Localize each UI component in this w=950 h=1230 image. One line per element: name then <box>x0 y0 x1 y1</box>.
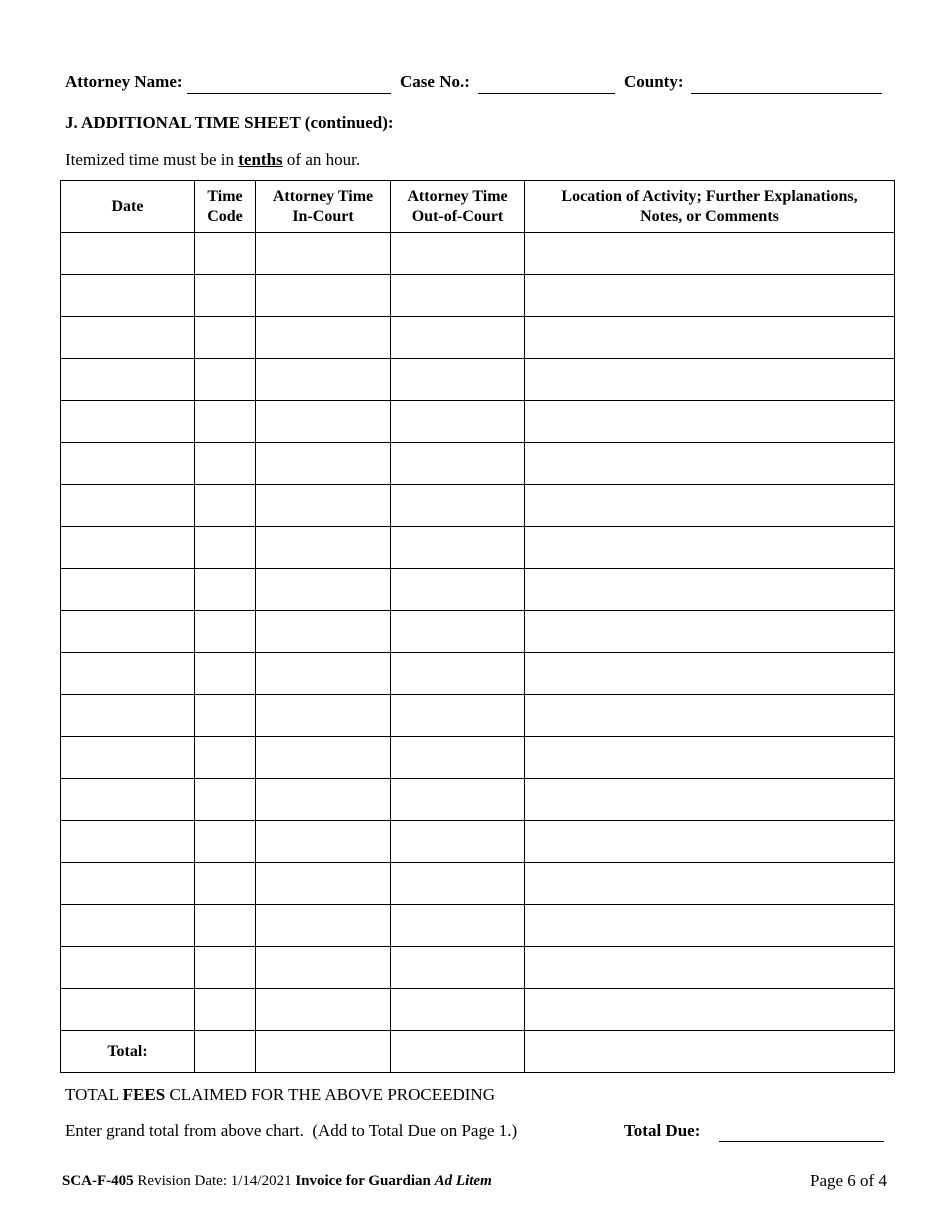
table-row <box>61 233 895 275</box>
in-court-cell[interactable] <box>256 905 391 947</box>
column-header-date <box>61 181 195 233</box>
in-court-cell[interactable] <box>256 611 391 653</box>
total-due-label: Total Due: <box>624 1121 701 1140</box>
column-header-line1: Date <box>111 197 144 215</box>
date-cell[interactable] <box>61 821 195 863</box>
footer-page-number: Page 6 of 4 <box>810 1171 887 1190</box>
in-court-cell[interactable] <box>256 527 391 569</box>
in-court-cell[interactable] <box>256 359 391 401</box>
time-sheet-table <box>60 180 895 1073</box>
date-cell[interactable] <box>61 485 195 527</box>
column-header-line1: Location of Activity; Further Explanations, <box>561 187 858 205</box>
out-of-court-cell[interactable] <box>391 737 525 779</box>
total-time-code-cell[interactable] <box>195 1031 256 1073</box>
time-code-cell[interactable] <box>195 443 256 485</box>
time-code-cell[interactable] <box>195 569 256 611</box>
date-cell[interactable] <box>61 737 195 779</box>
time-code-cell[interactable] <box>195 233 256 275</box>
out-of-court-cell[interactable] <box>391 569 525 611</box>
time-code-cell[interactable] <box>195 905 256 947</box>
time-code-cell[interactable] <box>195 989 256 1031</box>
notes-cell[interactable] <box>525 443 895 485</box>
table-header-row <box>61 181 895 233</box>
out-of-court-cell[interactable] <box>391 527 525 569</box>
total-out-of-court-cell[interactable] <box>391 1031 525 1073</box>
county-field[interactable] <box>691 93 882 94</box>
out-of-court-cell[interactable] <box>391 611 525 653</box>
time-code-cell[interactable] <box>195 653 256 695</box>
time-code-cell[interactable] <box>195 779 256 821</box>
attorney-name-field[interactable] <box>187 93 391 94</box>
attorney-name-label: Attorney Name: <box>65 72 183 91</box>
notes-cell[interactable] <box>525 359 895 401</box>
table-row <box>61 779 895 821</box>
instruction-text <box>65 150 360 170</box>
in-court-cell[interactable] <box>256 401 391 443</box>
time-code-cell[interactable] <box>195 737 256 779</box>
instruction-suffix: of an hour. <box>286 150 361 169</box>
county-label: County: <box>624 72 684 91</box>
total-in-court-cell[interactable] <box>256 1031 391 1073</box>
in-court-cell[interactable] <box>256 443 391 485</box>
in-court-cell[interactable] <box>256 821 391 863</box>
in-court-cell[interactable] <box>256 989 391 1031</box>
time-code-cell[interactable] <box>195 401 256 443</box>
notes-cell[interactable] <box>525 611 895 653</box>
column-header-line2: Code <box>207 207 243 225</box>
table-row <box>61 737 895 779</box>
table-row <box>61 359 895 401</box>
in-court-cell[interactable] <box>256 275 391 317</box>
in-court-cell[interactable] <box>256 863 391 905</box>
table-row <box>61 989 895 1031</box>
table-row <box>61 317 895 359</box>
time-code-cell[interactable] <box>195 359 256 401</box>
column-header-line1: Time <box>207 187 243 205</box>
time-code-cell[interactable] <box>195 821 256 863</box>
date-cell[interactable] <box>61 947 195 989</box>
section-title: J. ADDITIONAL TIME SHEET (continued): <box>65 113 394 132</box>
column-header-in-court <box>256 181 391 233</box>
out-of-court-cell[interactable] <box>391 905 525 947</box>
instruction-emphasis: tenths <box>238 150 283 169</box>
table-row <box>61 401 895 443</box>
table-row <box>61 947 895 989</box>
in-court-cell[interactable] <box>256 317 391 359</box>
fees-prefix: TOTAL <box>65 1085 119 1104</box>
date-cell[interactable] <box>61 275 195 317</box>
notes-cell[interactable] <box>525 401 895 443</box>
notes-cell[interactable] <box>525 863 895 905</box>
out-of-court-cell[interactable] <box>391 233 525 275</box>
date-cell[interactable] <box>61 653 195 695</box>
date-cell[interactable] <box>61 527 195 569</box>
column-header-location-notes <box>525 181 895 233</box>
out-of-court-cell[interactable] <box>391 863 525 905</box>
table-row <box>61 905 895 947</box>
total-row <box>61 1031 895 1073</box>
in-court-cell[interactable] <box>256 695 391 737</box>
time-code-cell[interactable] <box>195 611 256 653</box>
notes-cell[interactable] <box>525 779 895 821</box>
table-row <box>61 611 895 653</box>
out-of-court-cell[interactable] <box>391 947 525 989</box>
footer-title-italic: Ad Litem <box>434 1173 492 1189</box>
date-cell[interactable] <box>61 569 195 611</box>
column-header-line1: Attorney Time <box>407 187 508 205</box>
case-no-field[interactable] <box>478 93 615 94</box>
total-label: Total: <box>61 1031 195 1073</box>
column-header-line2: In-Court <box>292 207 354 225</box>
fees-claimed-text <box>65 1085 495 1105</box>
date-cell[interactable] <box>61 779 195 821</box>
out-of-court-cell[interactable] <box>391 401 525 443</box>
out-of-court-cell[interactable] <box>391 317 525 359</box>
table-row <box>61 527 895 569</box>
notes-cell[interactable] <box>525 737 895 779</box>
date-cell[interactable] <box>61 401 195 443</box>
table-row <box>61 443 895 485</box>
in-court-cell[interactable] <box>256 947 391 989</box>
notes-cell[interactable] <box>525 485 895 527</box>
notes-cell[interactable] <box>525 989 895 1031</box>
column-header-line1: Attorney Time <box>272 187 374 205</box>
out-of-court-cell[interactable] <box>391 359 525 401</box>
time-code-cell[interactable] <box>195 695 256 737</box>
table-row <box>61 275 895 317</box>
date-cell[interactable] <box>61 905 195 947</box>
notes-cell[interactable] <box>525 695 895 737</box>
notes-cell[interactable] <box>525 275 895 317</box>
time-code-cell[interactable] <box>195 317 256 359</box>
total-notes-cell[interactable] <box>525 1031 895 1073</box>
header-row <box>0 70 950 100</box>
fees-bold: FEES <box>122 1085 166 1104</box>
table-row <box>61 569 895 611</box>
case-no-label: Case No.: <box>400 72 470 91</box>
in-court-cell[interactable] <box>256 233 391 275</box>
date-cell[interactable] <box>61 611 195 653</box>
column-header-line2: Out-of-Court <box>411 207 504 225</box>
notes-cell[interactable] <box>525 947 895 989</box>
date-cell[interactable] <box>61 359 195 401</box>
footer-title: Invoice for Guardian <box>295 1173 431 1189</box>
grand-total-instruction: Enter grand total from above chart. (Add to Total Due on Page 1.) <box>65 1121 518 1140</box>
in-court-cell[interactable] <box>256 737 391 779</box>
date-cell[interactable] <box>61 989 195 1031</box>
notes-cell[interactable] <box>525 527 895 569</box>
out-of-court-cell[interactable] <box>391 275 525 317</box>
date-cell[interactable] <box>61 695 195 737</box>
notes-cell[interactable] <box>525 653 895 695</box>
time-code-cell[interactable] <box>195 275 256 317</box>
date-cell[interactable] <box>61 863 195 905</box>
notes-cell[interactable] <box>525 233 895 275</box>
table-row <box>61 695 895 737</box>
notes-cell[interactable] <box>525 905 895 947</box>
fees-suffix: CLAIMED FOR THE ABOVE PROCEEDING <box>169 1085 495 1104</box>
date-cell[interactable] <box>61 443 195 485</box>
out-of-court-cell[interactable] <box>391 485 525 527</box>
column-header-out-of-court <box>391 181 525 233</box>
time-code-cell[interactable] <box>195 947 256 989</box>
date-cell[interactable] <box>61 317 195 359</box>
notes-cell[interactable] <box>525 317 895 359</box>
table-row <box>61 653 895 695</box>
table-row <box>61 485 895 527</box>
out-of-court-cell[interactable] <box>391 443 525 485</box>
column-header-time-code <box>195 181 256 233</box>
out-of-court-cell[interactable] <box>391 779 525 821</box>
table-row <box>61 863 895 905</box>
in-court-cell[interactable] <box>256 569 391 611</box>
in-court-cell[interactable] <box>256 779 391 821</box>
total-due-field[interactable] <box>719 1141 884 1142</box>
footer-revision: Revision Date: 1/14/2021 <box>137 1173 292 1189</box>
out-of-court-cell[interactable] <box>391 821 525 863</box>
out-of-court-cell[interactable] <box>391 989 525 1031</box>
table-row <box>61 821 895 863</box>
out-of-court-cell[interactable] <box>391 653 525 695</box>
time-code-cell[interactable] <box>195 527 256 569</box>
footer-form-id: SCA-F-405 <box>62 1173 134 1189</box>
in-court-cell[interactable] <box>256 485 391 527</box>
time-code-cell[interactable] <box>195 863 256 905</box>
notes-cell[interactable] <box>525 821 895 863</box>
in-court-cell[interactable] <box>256 653 391 695</box>
column-header-line2: Notes, or Comments <box>640 207 779 225</box>
footer-form-info <box>62 1173 492 1190</box>
date-cell[interactable] <box>61 233 195 275</box>
notes-cell[interactable] <box>525 569 895 611</box>
time-code-cell[interactable] <box>195 485 256 527</box>
out-of-court-cell[interactable] <box>391 695 525 737</box>
instruction-prefix: Itemized time must be in <box>65 150 235 169</box>
